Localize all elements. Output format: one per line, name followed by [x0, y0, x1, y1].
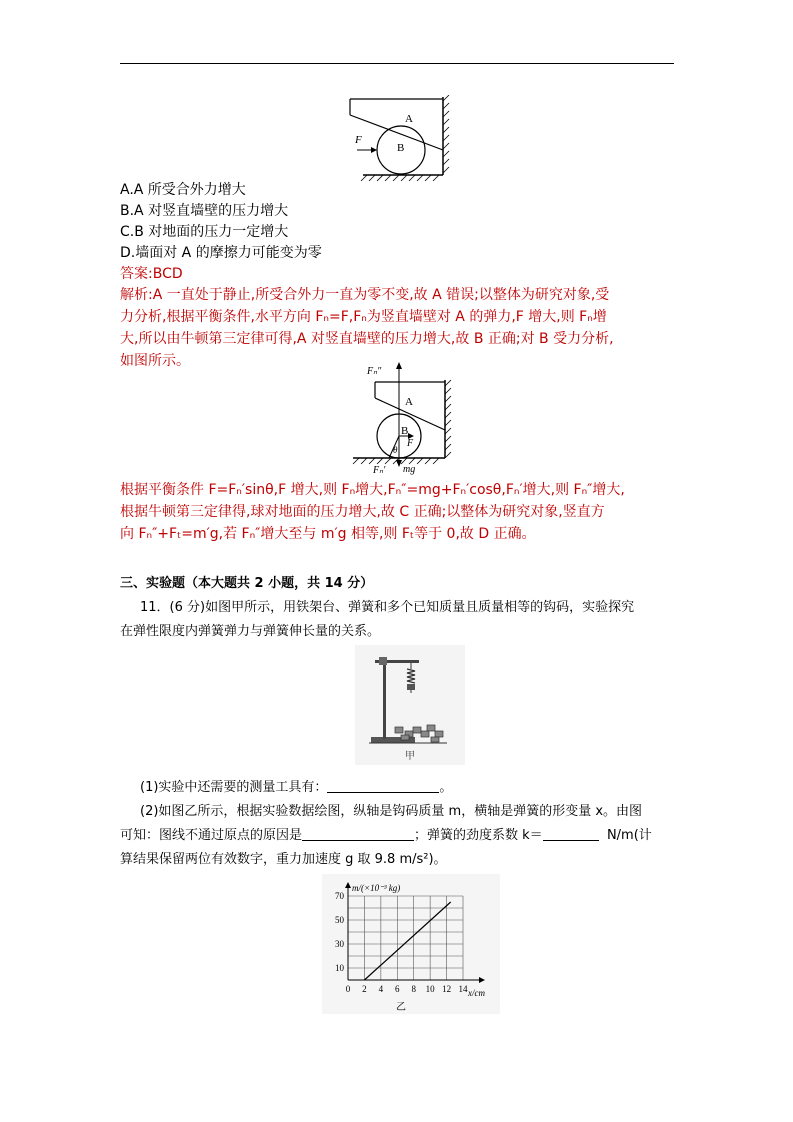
option-d: D.墙面对 A 的摩擦力可能变为零: [120, 245, 322, 261]
chart-caption: 乙: [396, 1002, 406, 1013]
q11-blank-reason[interactable]: [302, 826, 414, 841]
x-tick-label: 2: [362, 984, 367, 994]
fig2-label-a: A: [405, 396, 413, 408]
q11-p2-l2a: 可知：图线不通过原点的原因是: [120, 828, 303, 843]
q11-p2-line3: 算结果保留两位有效数字，重力加速度 g 取 9.8 m/s²)。: [120, 852, 447, 867]
x-tick-label: 12: [442, 984, 452, 994]
chart-ylabel: m/(×10⁻³ kg): [352, 883, 401, 893]
fig2-label-fn1: Fₙ′: [373, 465, 386, 475]
q11-blank-k[interactable]: [543, 826, 599, 841]
fig2-label-fn2: Fₙ″: [367, 366, 382, 377]
chart-m-vs-x: [322, 874, 500, 1014]
q11-p1: [140, 776, 680, 800]
x-tick-label: 14: [458, 984, 468, 994]
y-tick-label: 70: [335, 891, 344, 901]
analysis2-line-2: 根据牛顿第三定律得,球对地面的压力增大,故 C 正确;以整体为研究对象,竖直方: [120, 504, 605, 520]
fig1-label-a: A: [405, 113, 413, 125]
analysis-line-1: 解析:A 一直处于静止,所受合外力一直为零不变,故 A 错误;以整体为研究对象,受: [120, 287, 610, 303]
fig2-label-mg: mg: [403, 464, 416, 475]
figure-wedge-ball: [345, 95, 455, 185]
analysis-line-4: 如图所示。: [120, 353, 190, 369]
answer: 答案:BCD: [120, 266, 183, 282]
fig1-label-f: F: [355, 134, 362, 146]
fig2-label-theta: θ: [393, 445, 398, 455]
fig1-label-b: B: [397, 142, 405, 154]
analysis2-line-1: 根据平衡条件 F=Fₙ′sinθ,F 增大,则 Fₙ增大,Fₙ″=mg+Fₙ′cosθ,Fₙ′增大,则 Fₙ″增大,: [120, 482, 625, 498]
q11-intro-2: 在弹性限度内弹簧弹力与弹簧伸长量的关系。: [120, 624, 381, 639]
analysis-line-3: 大,所以由牛顿第三定律可得,A 对竖直墙壁的压力增大,故 B 正确;对 B 受力分析,: [120, 331, 614, 347]
figure-force-analysis: [345, 360, 465, 475]
q11-p1-pre: (1)实验中还需要的测量工具有：: [140, 780, 328, 795]
x-tick-label: 8: [411, 984, 416, 994]
y-tick-label: 50: [335, 915, 344, 925]
q11-p1-post: 。: [439, 780, 453, 795]
analysis2-line-3: 向 Fₙ″+Fₜ=m′g,若 Fₙ″增大至与 m′g 相等,则 Fₜ等于 0,故 D 正确。: [120, 526, 536, 542]
q11-p2-l2c: N/m(计: [606, 828, 652, 843]
section-title: 三、实验题（本大题共 2 小题，共 14 分）: [120, 576, 374, 591]
option-a: A.A 所受合外力增大: [120, 182, 246, 198]
x-tick-label: 6: [395, 984, 400, 994]
option-c: C.B 对地面的压力一定增大: [120, 224, 289, 240]
q11-p2-l2b: ；弹簧的劲度系数 k＝: [414, 828, 543, 843]
x-tick-label: 10: [425, 984, 435, 994]
header-rule: [120, 63, 674, 64]
q11-blank-tools[interactable]: [327, 778, 439, 793]
option-b: B.A 对竖直墙壁的压力增大: [120, 203, 289, 219]
analysis-line-2: 力分析,根据平衡条件,水平方向 Fₙ=F,Fₙ为竖直墙壁对 A 的弹力,F 增大,则 Fₙ增: [120, 309, 607, 325]
x-tick-label: 4: [378, 984, 384, 994]
x-tick-label: 0: [345, 984, 351, 994]
q11-intro-1: 11．(6 分)如图甲所示，用铁架台、弹簧和多个已知质量且质量相等的钩码，实验探究: [140, 600, 635, 615]
y-tick-label: 10: [335, 963, 344, 973]
fig2-label-b: B: [401, 425, 409, 437]
fig-jia-label: 甲: [405, 751, 415, 762]
figure-iron-stand: [355, 645, 465, 765]
q11-p2-line1: (2)如图乙所示，根据实验数据绘图，纵轴是钩码质量 m，横轴是弹簧的形变量 x。由图: [140, 804, 643, 819]
chart-xlabel: x/cm: [468, 988, 485, 998]
fig2-label-f: F: [407, 438, 414, 449]
q11-p2-line2: [120, 824, 676, 848]
y-tick-label: 30: [335, 939, 344, 949]
